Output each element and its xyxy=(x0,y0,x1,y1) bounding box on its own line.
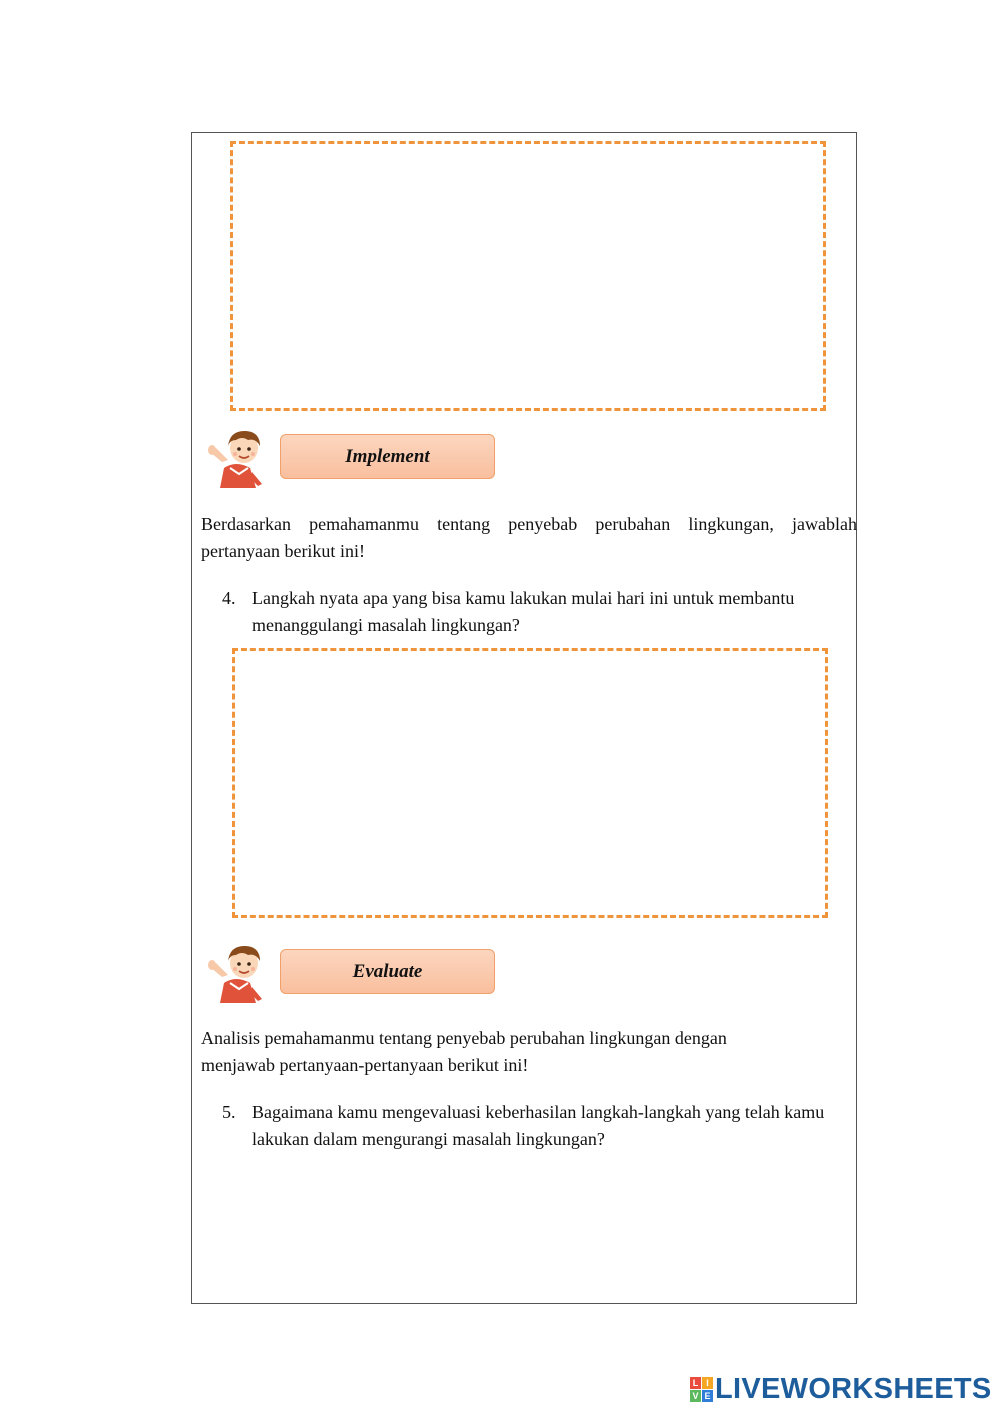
answer-box-4[interactable] xyxy=(232,648,828,918)
implement-intro: Berdasarkan pemahamanmu tentang penyebab perubahan lingkungan, jawablah pertanyaan berikut ini! xyxy=(201,514,857,561)
evaluate-title: Evaluate xyxy=(280,949,495,994)
waving-boy-icon xyxy=(206,428,272,490)
implement-title: Implement xyxy=(280,434,495,479)
evaluate-header xyxy=(206,943,506,1005)
liveworksheets-logo xyxy=(690,1372,992,1406)
answer-box-3[interactable] xyxy=(230,141,826,411)
logo-letter: V xyxy=(690,1390,701,1402)
implement-header xyxy=(206,428,506,490)
question-4-number: 4. xyxy=(222,588,236,608)
question-4-text: Langkah nyata apa yang bisa kamu lakukan mulai hari ini untuk membantu menanggulangi masalah lingkungan? xyxy=(252,588,795,635)
waving-boy-icon xyxy=(206,943,272,1005)
logo-letter: I xyxy=(702,1377,713,1389)
logo-letter: E xyxy=(702,1390,713,1402)
evaluate-intro: Analisis pemahamanmu tentang penyebab perubahan lingkungan dengan menjawab pertanyaan-pertanyaan berikut ini! xyxy=(201,1028,727,1075)
logo-grid-icon xyxy=(690,1377,712,1401)
question-5-number: 5. xyxy=(222,1102,236,1122)
question-5 xyxy=(201,1099,857,1153)
logo-wordmark: LIVEWORKSHEETS xyxy=(715,1372,992,1405)
logo-letter: L xyxy=(690,1377,701,1389)
question-5-text: Bagaimana kamu mengevaluasi keberhasilan langkah-langkah yang telah kamu lakukan dalam mengurangi masalah lingkungan? xyxy=(252,1102,825,1149)
question-4 xyxy=(201,585,857,639)
